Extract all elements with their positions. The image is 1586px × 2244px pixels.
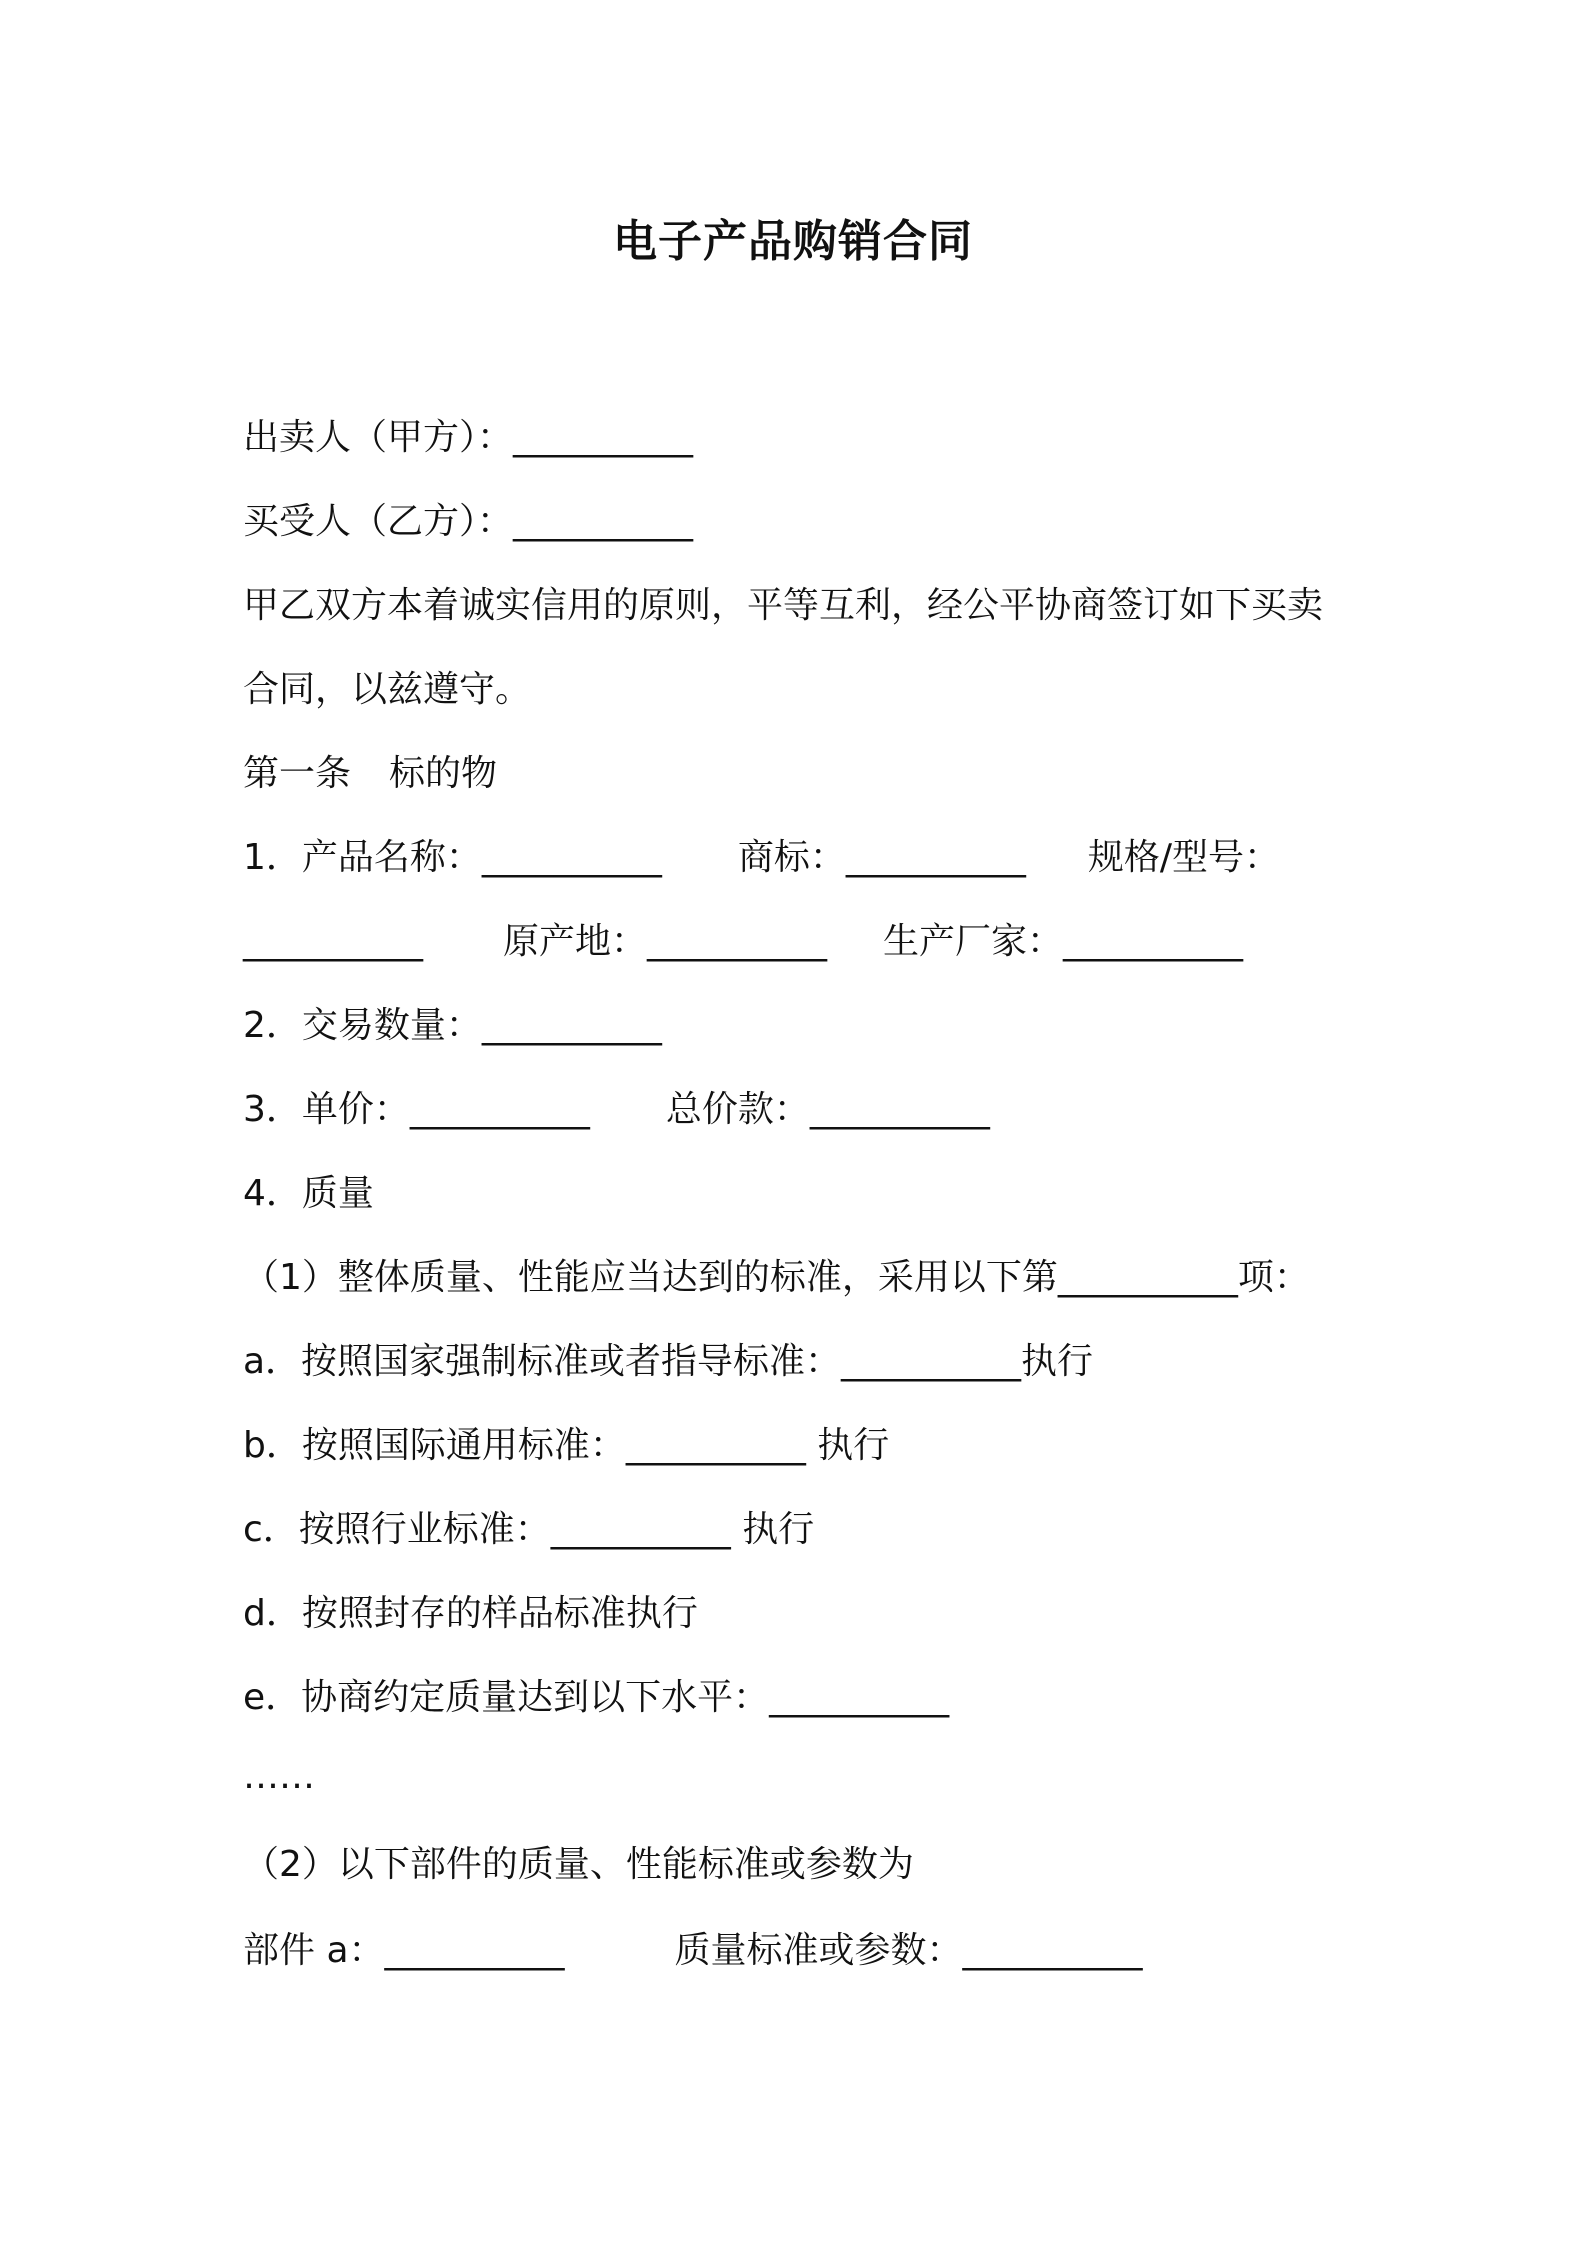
item-3-line — [243, 1085, 990, 1135]
item-2-line: 2．交易数量：__________ — [243, 1005, 662, 1046]
origin-field: 原产地：__________ — [503, 921, 828, 962]
total-price-field: 总价款：__________ — [665, 1089, 990, 1130]
unit-price-field: 3．单价：__________ — [243, 1089, 590, 1130]
ellipsis: …… — [243, 1756, 315, 1797]
quality-option-b: b．按照国际通用标准：__________ 执行 — [243, 1425, 890, 1466]
seller-line: 出卖人（甲方）：__________ — [243, 417, 694, 458]
quality-option-a: a．按照国家强制标准或者指导标准：__________执行 — [243, 1341, 1094, 1382]
brand-field: 商标：__________ — [737, 837, 1026, 878]
model-blank: __________ — [243, 921, 423, 962]
maker-field: 生产厂家：__________ — [883, 921, 1244, 962]
quality-clause-2: （2）以下部件的质量、性能标准或参数为 — [243, 1844, 914, 1885]
article-1-heading — [243, 749, 497, 799]
item-4-line: 4．质量 — [243, 1173, 374, 1214]
document-title: 电子产品购销合同 — [613, 216, 973, 267]
quality-option-e: e．协商约定质量达到以下水平：__________ — [243, 1677, 950, 1718]
part-a-field: 部件 a：__________ — [243, 1930, 565, 1971]
part-standard-field: 质量标准或参数：__________ — [674, 1930, 1143, 1971]
article-name: 标的物 — [389, 753, 498, 794]
buyer-line: 买受人（乙方）：__________ — [243, 501, 694, 542]
product-name-field: 1．产品名称：__________ — [243, 837, 662, 878]
quality-clause-1: （1）整体质量、性能应当达到的标准，采用以下第__________项： — [243, 1257, 1310, 1298]
model-label: 规格/型号： — [1087, 837, 1281, 878]
preamble-line-2: 合同，以兹遵守。 — [243, 669, 532, 710]
item-1-line-2 — [243, 917, 1243, 967]
part-a-line — [243, 1926, 1143, 1976]
quality-option-d: d．按照封存的样品标准执行 — [243, 1593, 698, 1634]
item-1-line-1 — [243, 833, 1280, 883]
article-number: 第一条 — [243, 753, 352, 794]
quality-option-c: c．按照行业标准：__________ 执行 — [243, 1509, 815, 1550]
preamble-line-1: 甲乙双方本着诚实信用的原则，平等互利，经公平协商签订如下买卖 — [243, 585, 1324, 626]
